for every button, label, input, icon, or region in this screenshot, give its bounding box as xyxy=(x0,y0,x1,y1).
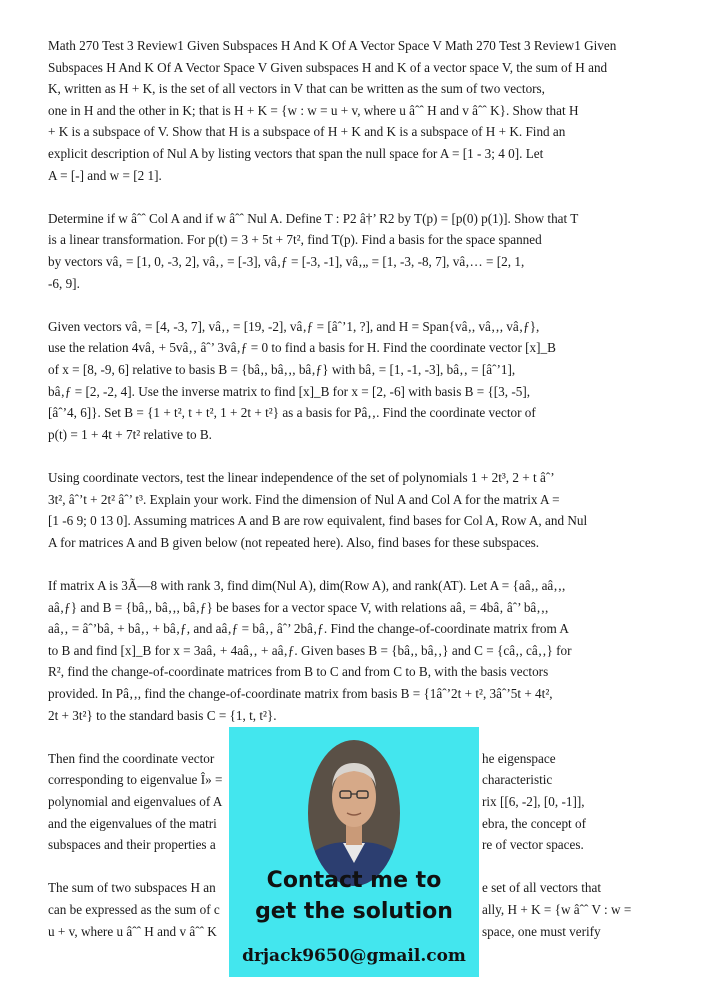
document-line: aâ‚‚ = âˆ’bâ‚ + bâ‚‚ + bâ‚ƒ, and aâ‚ƒ = bâ‚‚ âˆ’ 2bâ‚ƒ. Find the change-of-coordinate matrix from A xyxy=(48,621,569,637)
document-line: -6, 9]. xyxy=(48,275,80,291)
document-line: A = [-] and w = [2 1]. xyxy=(48,167,162,183)
document-line: u + v, where u âˆˆ H and v âˆˆ K xyxy=(48,923,217,939)
person-portrait-icon xyxy=(307,739,401,887)
document-line-fragment: re of vector spaces. xyxy=(482,837,584,853)
document-line: corresponding to eigenvalue Î» = xyxy=(48,772,223,788)
document-line: Subspaces H And K Of A Vector Space V Given subspaces H and K of a vector space V, the sum of H and xyxy=(48,59,608,75)
document-line-fragment: e set of all vectors that xyxy=(482,880,602,896)
document-line: 3t², âˆ’t + 2t² âˆ’ t³. Explain your work. Find the dimension of Nul A and Col A for the matrix A = xyxy=(48,491,560,507)
document-line: The sum of two subspaces H an xyxy=(48,880,216,896)
document-line: A for matrices A and B given below (not repeated here). Also, find bases for these subspaces. xyxy=(48,534,540,550)
document-line: use the relation 4vâ‚ + 5vâ‚‚ âˆ’ 3vâ‚ƒ = 0 to find a basis for H. Find the coordinate vector [x]_B xyxy=(48,340,556,356)
document-line-fragment: ally, H + K = {w âˆˆ V : w = xyxy=(482,902,632,917)
document-line: Determine if w âˆˆ Col A and if w âˆˆ Nul A. Define T : P2 â†’ R2 by T(p) = [p(0) p(1)]. Show that T xyxy=(48,210,579,226)
document-line: to B and find [x]_B for x = 3aâ‚ + 4aâ‚‚ + aâ‚ƒ. Given bases B = {bâ‚, bâ‚‚} and C = {câ‚, câ‚‚} for xyxy=(48,642,572,658)
document-line-fragment: he eigenspace xyxy=(482,750,556,766)
document-line: aâ‚ƒ} and B = {bâ‚, bâ‚‚, bâ‚ƒ} be bases for a vector space V, with relations aâ‚ = 4bâ‚ âˆ’ bâ‚‚, xyxy=(48,599,549,615)
document-line: is a linear transformation. For p(t) = 3 + 5t + 7t², find T(p). Find a basis for the space spanned xyxy=(48,232,542,248)
document-line: Given vectors vâ‚ = [4, -3, 7], vâ‚‚ = [19, -2], vâ‚ƒ = [âˆ’1, ?], and H = Span{vâ‚, vâ‚‚, vâ‚ƒ}, xyxy=(48,318,540,334)
document-line: [1 -6 9; 0 13 0]. Assuming matrices A and B are row equivalent, find bases for Col A, Row A, and Nul xyxy=(48,513,588,529)
document-line: explicit description of Nul A by listing vectors that span the null space for A = [1 - 3; 4 0]. Let xyxy=(48,146,544,161)
document-line-fragment: space, one must verify xyxy=(482,923,601,939)
document-line: + K is a subspace of V. Show that H is a subspace of H + K and K is a subspace of H + K. Find an xyxy=(48,124,566,140)
document-line: of x = [8, -9, 6] relative to basis B = {bâ‚, bâ‚‚, bâ‚ƒ} with bâ‚ = [1, -1, -3], bâ‚‚ = [âˆ’1], xyxy=(48,362,516,377)
document-line: K, written as H + K, is the set of all vectors in V that can be written as the sum of two vectors, xyxy=(48,81,545,97)
document-line: polynomial and eigenvalues of A xyxy=(48,794,223,809)
promo-headline-line1: Contact me to xyxy=(266,868,442,893)
document-line: can be expressed as the sum of c xyxy=(48,902,220,917)
document-line: one in H and the other in K; that is H + K = {w : w = u + v, where u âˆˆ H and v âˆˆ K}. Show that H xyxy=(48,102,579,118)
document-line: R², find the change-of-coordinate matrices from B to C and from C to B, with the basis vectors xyxy=(48,664,549,680)
document-line: p(t) = 1 + 4t + 7t² relative to B. xyxy=(48,426,212,442)
document-line: and the eigenvalues of the matri xyxy=(48,815,217,831)
promo-headline-line2: get the solution xyxy=(255,899,453,924)
document-line: Math 270 Test 3 Review1 Given Subspaces H And K Of A Vector Space V Math 270 Test 3 Review1 Given xyxy=(48,38,617,53)
document-line-fragment: ebra, the concept of xyxy=(482,815,586,831)
document-line: 2t + 3t²} to the standard basis C = {1, t, t²}. xyxy=(48,707,277,723)
document-line: Using coordinate vectors, test the linear independence of the set of polynomials 1 + 2t³, 2 + t âˆ’ xyxy=(48,470,555,485)
contact-email-link[interactable]: drjack9650@gmail.com xyxy=(242,946,466,966)
document-line-fragment: rix [[6, -2], [0, -1]], xyxy=(482,794,585,809)
document-line: subspaces and their properties a xyxy=(48,837,216,853)
document-line: If matrix A is 3Ã—8 with rank 3, find dim(Nul A), dim(Row A), and rank(AT). Let A = {aâ‚, aâ‚‚, xyxy=(48,578,566,593)
document-line: bâ‚ƒ = [2, -2, 4]. Use the inverse matrix to find [x]_B for x = [2, -6] with basis B = {[3, -5], xyxy=(48,383,531,399)
document-line: [âˆ’4, 6]}. Set B = {1 + t², t + t², 1 + 2t + t²} as a basis for Pâ‚‚. Find the coordinate vector of xyxy=(48,405,536,421)
document-line: by vectors vâ‚ = [1, 0, -3, 2], vâ‚‚ = [-3], vâ‚ƒ = [-3, -1], vâ‚„ = [1, -3, -8, 7], vâ‚… = [2, 1, xyxy=(48,254,525,269)
document-line-fragment: characteristic xyxy=(482,772,553,788)
document-line: Then find the coordinate vector xyxy=(48,750,215,766)
document-line: provided. In Pâ‚‚, find the change-of-coordinate matrix from basis B = {1âˆ’2t + t², 3âˆ’5t + 4t², xyxy=(48,686,553,701)
contact-promo-banner[interactable] xyxy=(229,727,479,977)
